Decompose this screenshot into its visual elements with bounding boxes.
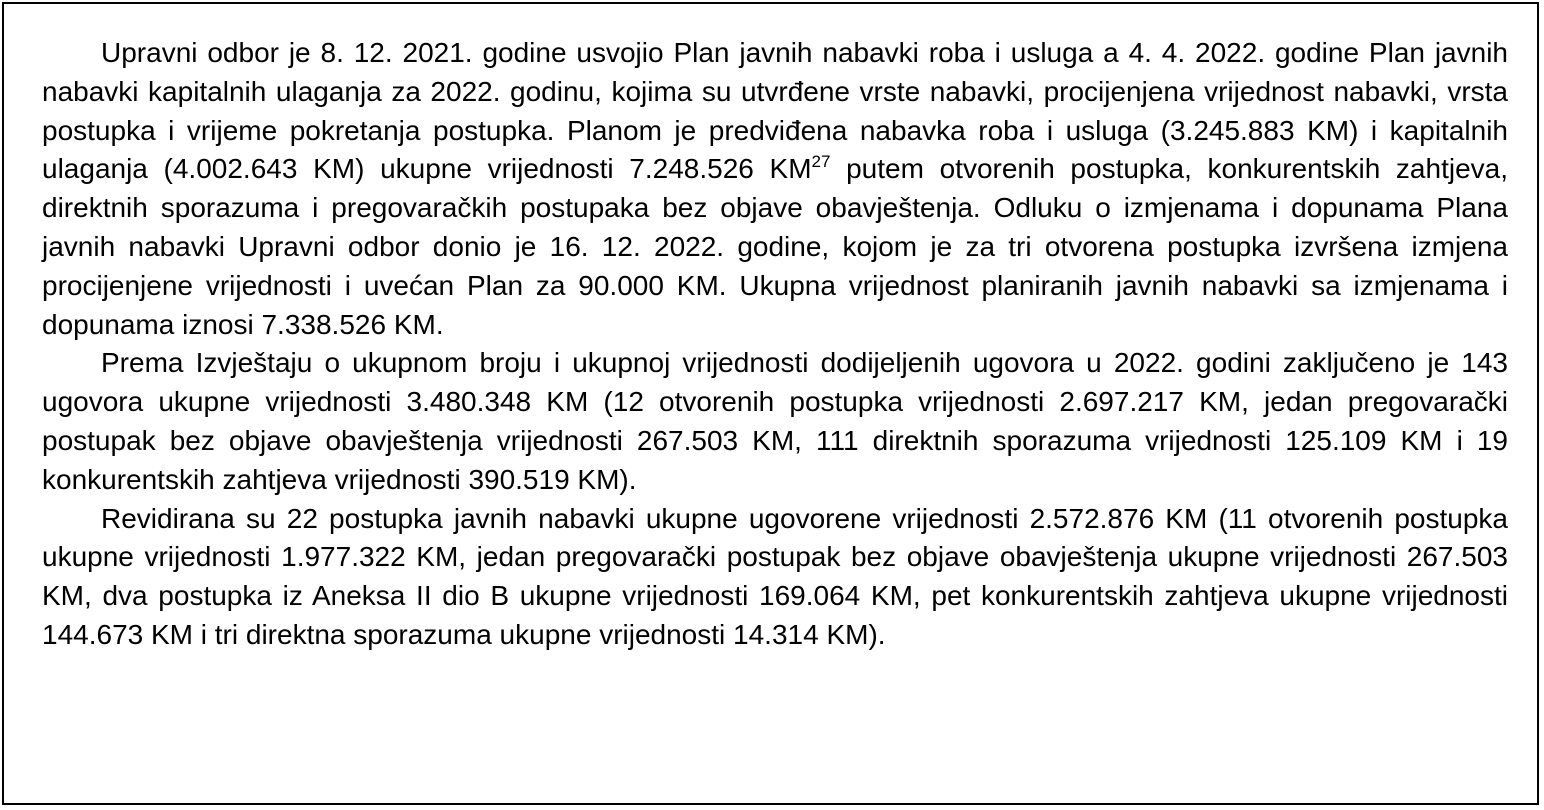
paragraph-audited-procedures: Revidirana su 22 postupka javnih nabavki ukupne ugovorene vrijednosti 2.572.876 KM (11 otvorenih postupka ukupne vrijednosti 1.977.322 KM, jedan pregovarački postupak bez objave obavještenja ukupne vrijednosti 267.503 KM, dva postupka iz Aneksa II dio B ukupne vrijednosti 169.064 KM, pet konkurentskih zahtjeva ukupne vrijednosti 144.673 KM i tri direktna sporazuma ukupne vrijednosti 14.314 KM). bbox=[42, 502, 1508, 650]
paragraph-text: Upravni odbor je 8. 12. 2021. godine usvojio Plan javnih nabavki roba i usluga a 4. 4. 2022. godine Plan javnih nabavki kapitalnih ulaganja za 2022. godinu, kojima su utvrđene vrste nabavki, procijenjena vrijednost nabavki, vrsta postupka i vrijeme pokretanja postupka. Planom je predviđena nabavka roba i usluga (3.245.883 KM) i kapitalnih ulaganja (4.002.643 KM) ukupne vrijednosti 7.248.526 KM bbox=[42, 37, 1508, 185]
footnote-reference[interactable]: 27 bbox=[811, 152, 831, 172]
document-body bbox=[42, 34, 1508, 655]
paragraph-procurement-plan bbox=[42, 34, 1508, 344]
paragraph-text: putem otvorenih postupka, konkurentskih zahtjeva, direktnih sporazuma i pregovaračkih postupaka bez objave obavještenja. Odluku o izmjenama i dopunama Plana javnih nabavki Upravni odbor donio je 16. 12. 2022. godine, kojom je za tri otvorena postupka izvršena izmjena procijenjene vrijednosti i uvećan Plan za 90.000 KM. Ukupna vrijednost planiranih javnih nabavki sa izmjenama i dopunama iznosi 7.338.526 KM. bbox=[42, 153, 1508, 340]
document-frame bbox=[2, 2, 1539, 805]
paragraph-contracts-report: Prema Izvještaju o ukupnom broju i ukupnoj vrijednosti dodijeljenih ugovora u 2022. godini zaključeno je 143 ugovora ukupne vrijednosti 3.480.348 KM (12 otvorenih postupka vrijednosti 2.697.217 KM, jedan pregovarački postupak bez objave obavještenja vrijednosti 267.503 KM, 111 direktnih sporazuma vrijednosti 125.109 KM i 19 konkurentskih zahtjeva vrijednosti 390.519 KM). bbox=[42, 347, 1508, 495]
